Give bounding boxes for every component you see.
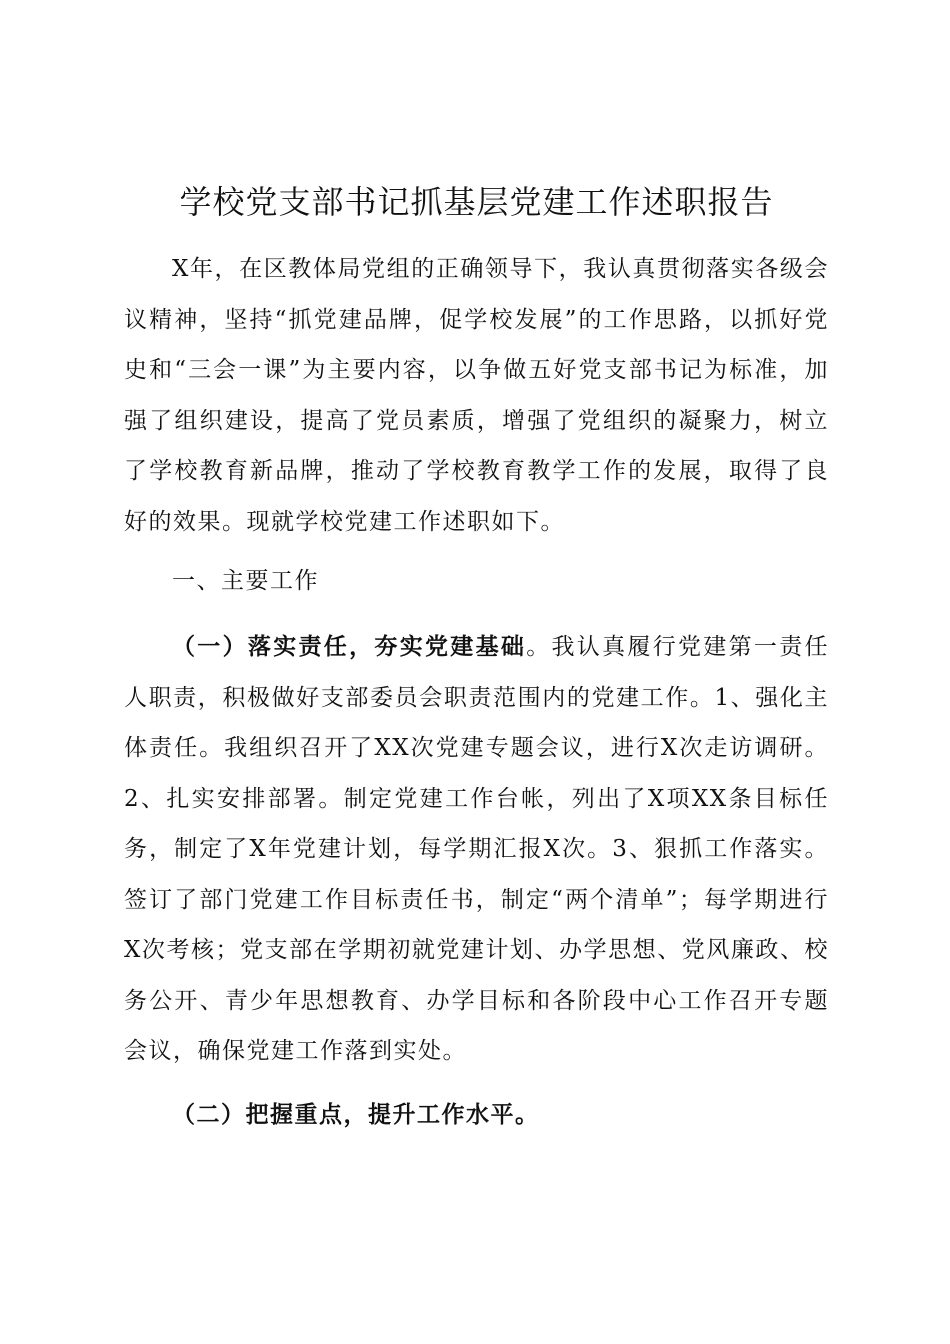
section-heading-main-work: 一、主要工作 [172, 568, 319, 594]
document-title: 学校党支部书记抓基层党建工作述职报告 [179, 183, 774, 221]
subsection-1-heading: （一）落实责任，夯实党建基础 [172, 634, 527, 660]
subsection-1-paragraph [124, 622, 829, 1077]
document-page [124, 0, 829, 1344]
intro-paragraph: X年，在区教体局党组的正确领导下，我认真贯彻落实各级会议精神，坚持“抓党建品牌，促学校发展”的工作思路，以抓好党史和“三会一课”为主要内容，以争做五好党支部书记为标准，加强了组织建设，提高了党员素质，增强了党组织的凝聚力，树立了学校教育新品牌，推动了学校教育教学工作的发展，取得了良好的效果。现就学校党建工作述职如下。 [124, 256, 829, 535]
subsection-2-heading: （二）把握重点，提升工作水平。 [172, 1102, 540, 1128]
subsection-1-body: 。我认真履行党建第一责任人职责，积极做好支部委员会职责范围内的党建工作。1、强化主体责任。我组织召开了XX次党建专题会议，进行X次走访调研。2、扎实安排部署。制定党建工作台帐，列出了X项XX条目标任务，制定了X年党建计划，每学期汇报X次。3、狠抓工作落实。签订了部门党建工作目标责任书，制定“两个清单”；每学期进行X次考核；党支部在学期初就党建计划、办学思想、党风廉政、校务公开、青少年思想教育、办学目标和各阶段中心工作召开专题会议，确保党建工作落到实处。 [124, 634, 830, 1064]
